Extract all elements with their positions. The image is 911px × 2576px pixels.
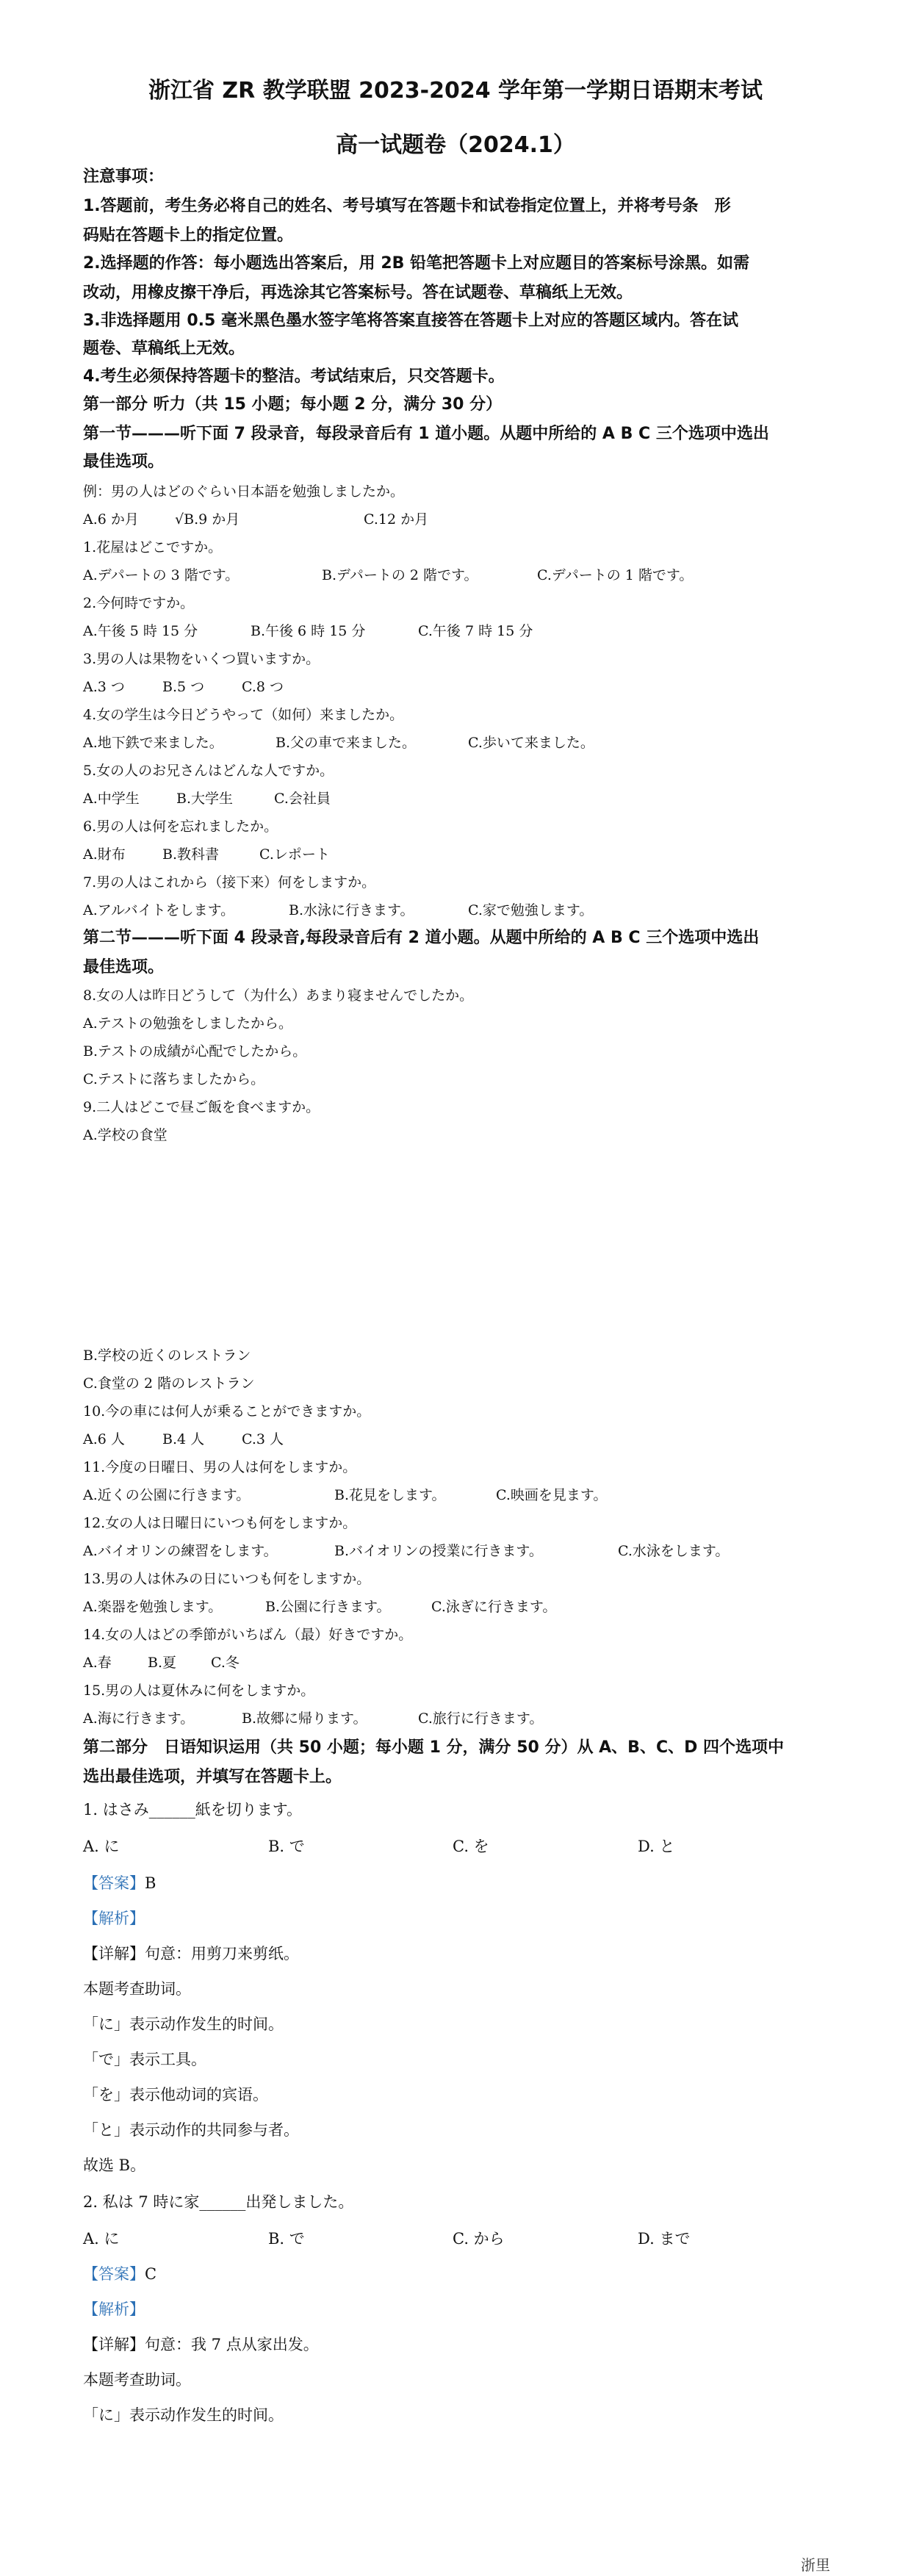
answer-value: B	[145, 1874, 156, 1892]
option-a: A.財布	[83, 846, 126, 863]
option-b: B.大学生	[176, 791, 234, 807]
explanation-line: 故选 B。	[83, 2156, 146, 2174]
section2-heading: 最佳选项。	[83, 958, 165, 976]
detail-line	[83, 2331, 832, 2359]
answer-line	[83, 2260, 832, 2288]
detail-text: 句意：我 7 点从家出发。	[145, 2336, 319, 2353]
option-a: A. に	[83, 2230, 120, 2248]
option-a: A.アルバイトをします。	[83, 902, 235, 918]
option-b: B.午後 6 時 15 分	[251, 623, 366, 639]
option-b: B.故郷に帰ります。	[242, 1710, 367, 1727]
option-a: A. に	[83, 1838, 120, 1855]
question: 1.花屋はどこですか。	[83, 539, 223, 555]
option-c: C.冬	[211, 1655, 240, 1671]
notice-line: 码贴在答题卡上的指定位置。	[83, 226, 294, 245]
question: 3.男の人は果物をいくつ買いますか。	[83, 651, 320, 667]
option-b: B.5 つ	[162, 679, 205, 695]
analysis-label: 【解析】	[83, 2300, 145, 2318]
notice-line: 3.非选择题用 0.5 毫米黑色墨水签字笔将答案直接答在答题卡上对应的答题区域内。答在试	[83, 312, 738, 330]
option-b: B.夏	[148, 1655, 177, 1671]
option-c: C.泳ぎに行きます。	[431, 1599, 557, 1615]
option-a: A.春	[83, 1655, 112, 1671]
detail-text: 句意：用剪刀来剪纸。	[145, 1945, 299, 1962]
option-c: C.レポート	[259, 846, 330, 863]
option-a: A.デパートの 3 階です。	[83, 567, 240, 583]
option-a: A.学校の食堂	[83, 1127, 168, 1143]
option-a: A.6 か月	[83, 511, 139, 528]
detail-label: 【详解】	[83, 1945, 145, 1962]
notice-line: 改动，用橡皮擦干净后，再选涂其它答案标号。答在试题卷、草稿纸上无效。	[83, 284, 633, 302]
explanation-line: 本题考查助词。	[83, 2371, 191, 2389]
answer-label: 【答案】	[83, 2265, 145, 2283]
question: 7.男の人はこれから（接下来）何をしますか。	[83, 874, 376, 891]
option-c: C.会社員	[274, 791, 331, 807]
option-a: A.近くの公園に行きます。	[83, 1487, 251, 1503]
answer-line	[83, 1869, 832, 1897]
section1-heading: 最佳选项。	[83, 453, 165, 471]
option-b: B.花見をします。	[334, 1487, 446, 1503]
section1-heading: 第一节———听下面 7 段录音，每段录音后有 1 道小题。从题中所给的 A B C 三个选项中选出	[83, 425, 769, 443]
exam-subtitle: 高一试题卷（2024.1）	[336, 132, 575, 158]
option-c: C. から	[453, 2230, 505, 2248]
question: 8.女の人は昨日どうして（为什么）あまり寝ませんでしたか。	[83, 987, 474, 1004]
option-c: C.映画を見ます。	[496, 1487, 608, 1503]
answer-value: C	[145, 2265, 157, 2283]
question: 13.男の人は休みの日にいつも何をしますか。	[83, 1571, 371, 1587]
option-b: B.教科書	[162, 846, 220, 863]
question: 14.女の人はどの季節がいちばん（最）好きですか。	[83, 1627, 413, 1643]
example-question: 例：男の人はどのぐらい日本語を勉強しましたか。	[83, 483, 405, 500]
notice-heading: 注意事项：	[83, 168, 165, 186]
question: 10.今の車には何人が乗ることができますか。	[83, 1403, 371, 1420]
option-b: B. で	[268, 1838, 305, 1855]
question: 11.今度の日曜日、男の人は何をしますか。	[83, 1459, 357, 1475]
option-b: √B.9 か月	[175, 511, 240, 528]
part1-heading: 第一部分 听力（共 15 小题；每小题 2 分，满分 30 分）	[83, 395, 503, 414]
explanation-line: 「で」表示工具。	[83, 2051, 206, 2068]
option-a: A.中学生	[83, 791, 140, 807]
option-c: C.家で勉強します。	[468, 902, 594, 918]
option-c: C.8 つ	[242, 679, 284, 695]
option-c: C.食堂の 2 階のレストラン	[83, 1375, 255, 1392]
question: 6.男の人は何を忘れましたか。	[83, 819, 278, 835]
option-c: C.歩いて来ました。	[468, 735, 594, 751]
option-c: C.3 人	[242, 1431, 284, 1447]
explanation-line: 「を」表示他动词的宾语。	[83, 2086, 268, 2104]
option-a: A.午後 5 時 15 分	[83, 623, 198, 639]
option-b: B.デパートの 2 階です。	[322, 567, 478, 583]
option-a: A.3 つ	[83, 679, 125, 695]
notice-line: 题卷、草稿纸上无效。	[83, 339, 245, 358]
question: 1. はさみ______紙を切ります。	[83, 1801, 303, 1818]
option-a: A.6 人	[83, 1431, 125, 1447]
option-c: C.デパートの 1 階です。	[537, 567, 694, 583]
option-a: A.バイオリンの練習をします。	[83, 1543, 278, 1559]
option-d: D. まで	[638, 2230, 691, 2248]
question: 12.女の人は日曜日にいつも何をしますか。	[83, 1515, 357, 1531]
explanation-line: 「に」表示动作发生的时间。	[83, 2015, 284, 2033]
answer-label: 【答案】	[83, 1874, 145, 1892]
notice-line: 4.考生必须保持答题卡的整洁。考试结束后，只交答题卡。	[83, 367, 505, 386]
option-d: D. と	[638, 1838, 675, 1855]
notice-line: 2.选择题的作答：每小题选出答案后，用 2B 铅笔把答题卡上对应题目的答案标号涂黑。如需	[83, 254, 750, 273]
question: 2.今何時ですか。	[83, 595, 195, 611]
option-b: B. で	[268, 2230, 305, 2248]
question: 2. 私は 7 時に家______出発しました。	[83, 2193, 354, 2211]
part2-heading: 选出最佳选项，并填写在答题卡上。	[83, 1768, 342, 1786]
option-c: C.旅行に行きます。	[418, 1710, 544, 1727]
detail-line	[83, 1940, 832, 1968]
explanation-line: 「と」表示动作的共同参与者。	[83, 2121, 299, 2139]
option-a: A.地下鉄で来ました。	[83, 735, 223, 751]
question: 5.女の人のお兄さんはどんな人ですか。	[83, 763, 334, 779]
notice-line: 1.答题前，考生务必将自己的姓名、考号填写在答题卡和试卷指定位置上，并将考号条 形	[83, 197, 731, 215]
option-b: B.公園に行きます。	[265, 1599, 391, 1615]
option-c: C. を	[453, 1838, 489, 1855]
option-c: C.午後 7 時 15 分	[418, 623, 533, 639]
option-b: B.バイオリンの授業に行きます。	[334, 1543, 543, 1559]
option-a: A.海に行きます。	[83, 1710, 195, 1727]
exam-title: 浙江省 ZR 教学联盟 2023-2024 学年第一学期日语期末考试	[148, 78, 763, 104]
option-b: B.父の車で来ました。	[276, 735, 417, 751]
analysis-label: 【解析】	[83, 1910, 145, 1927]
option-b: B.4 人	[162, 1431, 205, 1447]
question: 4.女の学生は今日どうやって（如何）来ましたか。	[83, 707, 404, 723]
part2-heading: 第二部分 日语知识运用（共 50 小题；每小题 1 分，满分 50 分）从 A、B、C、D 四个选项中	[83, 1738, 785, 1757]
option-a: A.楽器を勉強します。	[83, 1599, 223, 1615]
section2-heading: 第二节———听下面 4 段录音,每段录音后有 2 道小题。从题中所给的 A B C 三个选项中选出	[83, 929, 760, 947]
question: 15.男の人は夏休みに何をしますか。	[83, 1683, 315, 1699]
option-c: C.水泳をします。	[618, 1543, 730, 1559]
explanation-line: 「に」表示动作发生的时间。	[83, 2406, 284, 2424]
option-c: C.テストに落ちましたから。	[83, 1071, 265, 1087]
option-b: B.水泳に行きます。	[289, 902, 414, 918]
option-a: A.テストの勉強をしましたから。	[83, 1015, 293, 1032]
explanation-line: 本题考查助词。	[83, 1980, 191, 1998]
footer-text: 浙里	[801, 2556, 830, 2574]
detail-label: 【详解】	[83, 2336, 145, 2353]
option-c: C.12 か月	[364, 511, 429, 528]
option-b: B.テストの成績が心配でしたから。	[83, 1043, 307, 1059]
question: 9.二人はどこで昼ご飯を食べますか。	[83, 1099, 320, 1115]
option-b: B.学校の近くのレストラン	[83, 1348, 251, 1364]
